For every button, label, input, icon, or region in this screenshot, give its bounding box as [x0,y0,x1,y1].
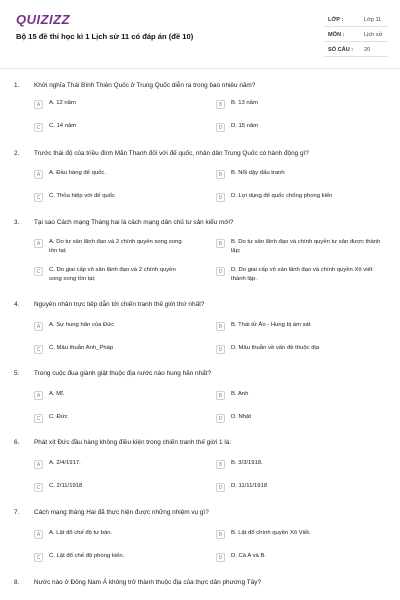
option-text: D. 15 năm [231,123,259,129]
option-letter: C [34,414,43,423]
option-b[interactable] [216,390,386,400]
option-letter: A [34,100,43,109]
option-letter: C [34,345,43,354]
option-letter: A [34,530,43,539]
meta-row-class [324,12,388,27]
option-letter: D [216,345,225,354]
question-text: Nguyên nhân trực tiếp dẫn tới chiến tranh thế giới thứ nhất? [34,301,205,308]
logo: QUIZIZZ [16,12,71,27]
option-d[interactable] [216,192,386,202]
option-text: A. Do tư sản lãnh đạo và 2 chính quyền song song tồn tại; [49,239,182,254]
option-text: A. Sự hung hãn của Đức [49,322,115,328]
option-text: C. Đức [49,414,68,420]
option-letter: C [34,193,43,202]
option-d[interactable] [216,413,386,423]
question-text: Khởi nghĩa Thái Bình Thiên Quốc ở Trung Quốc diễn ra trong bao nhiêu năm? [34,82,256,89]
option-text: A. Đầu hàng đế quốc. [49,170,106,176]
option-text: C. 2/11/1918 [49,483,83,489]
option-b[interactable] [216,321,386,331]
question-text: Nước nào ở Đông Nam Á không trở thành thuộc địa của thực dân phương Tây? [34,579,262,586]
option-text: A. 12 năm [49,100,76,106]
option-letter: A [34,170,43,179]
option-text: D. 11/11/1918 [231,483,268,489]
option-letter: B [216,170,225,179]
option-a[interactable] [34,99,184,109]
meta-label: LỚP : [328,17,344,23]
option-a[interactable] [34,390,184,400]
option-a[interactable] [34,459,184,469]
option-letter: C [34,267,43,276]
option-text: B. Nổi dậy đấu tranh [231,170,285,176]
option-a[interactable] [34,238,184,255]
option-c[interactable] [34,552,184,562]
option-letter: C [34,123,43,132]
option-text: C. 14 năm [49,123,77,129]
option-b[interactable] [216,169,386,179]
option-a[interactable] [34,529,184,539]
question-text: Tại sao Cách mạng Tháng hai là cách mạng dân chủ tư sản kiểu mới? [34,219,234,226]
question-number: 8. [14,579,20,586]
option-d[interactable] [216,482,386,492]
header [0,0,400,66]
option-b[interactable] [216,529,386,539]
option-text: C. Thỏa hiệp với đế quốc [49,193,115,199]
option-letter: D [216,123,225,132]
option-letter: A [34,322,43,331]
option-text: D. Cả A và B. [231,553,267,559]
option-text: B. Lật đổ chính quyền Xô Viết. [231,530,311,536]
option-c[interactable] [34,266,184,283]
header-divider [0,68,400,69]
question-number: 3. [14,219,20,226]
option-d[interactable] [216,266,386,283]
option-letter: C [34,483,43,492]
meta-value: Lịch sử [364,32,383,38]
option-letter: B [216,322,225,331]
option-letter: A [34,391,43,400]
option-text: A. Lật đổ chế độ tư bản. [49,530,113,536]
option-c[interactable] [34,122,184,132]
option-text: B. 3/3/1918. [231,460,263,466]
meta-label: SỐ CÂU : [328,47,354,53]
option-text: C. Do giai cấp vô sản lãnh đạo và 2 chính quyền song song tồn tại; [49,267,176,282]
meta-value: Lớp 11 [364,17,382,23]
question-text: Trước thái độ của triều đình Mãn Thanh đối với đế quốc, nhân dân Trung Quốc có hành động gì? [34,150,309,157]
option-d[interactable] [216,122,386,132]
option-text: C. Lật đổ chế độ phong kiến. [49,553,125,559]
option-letter: D [216,414,225,423]
option-text: B. Thái tử Áo - Hung bị ám sát [231,322,311,328]
option-c[interactable] [34,344,184,354]
option-letter: C [34,553,43,562]
page-title: Bộ 15 đề thi học kì 1 Lịch sử 11 có đáp án (đề 10) [16,32,194,41]
option-text: D. Mâu thuẫn về vấn đề thuộc địa [231,345,320,351]
option-text: A. Mĩ. [49,391,65,397]
option-text: D. Nhật [231,414,251,420]
option-c[interactable] [34,192,184,202]
option-text: A. 2/4/1917. [49,460,81,466]
question-text: Cách mạng tháng Hai đã thực hiện được những nhiệm vụ gì? [34,509,209,516]
question-number: 4. [14,301,20,308]
option-letter: B [216,391,225,400]
question-number: 2. [14,150,20,157]
option-b[interactable] [216,99,386,109]
question-number: 5. [14,370,20,377]
option-letter: B [216,239,225,248]
meta-row-count [324,42,388,57]
meta-value: 20 [364,47,371,53]
option-b[interactable] [216,459,386,469]
option-text: D. Lợi dụng đế quốc chống phong kiến [231,193,333,199]
option-text: B. 13 năm [231,100,258,106]
option-a[interactable] [34,321,184,331]
question-number: 1. [14,82,20,89]
option-letter: A [34,460,43,469]
option-text: D. Do giai cấp vô sản lãnh đạo và chính quyền Xô viết thành lập. [231,267,373,282]
option-letter: D [216,553,225,562]
option-c[interactable] [34,413,184,423]
question-number: 7. [14,509,20,516]
option-d[interactable] [216,344,386,354]
option-letter: B [216,530,225,539]
question-text: Trong cuộc đua giành giật thuộc địa nước nào hung hăn nhất? [34,370,212,377]
option-letter: D [216,483,225,492]
option-text: B. Anh [231,391,249,397]
option-text: C. Mâu thuẫn Anh_Pháp [49,345,114,351]
option-c[interactable] [34,482,184,492]
question-number: 6. [14,439,20,446]
meta-table [324,12,388,57]
meta-row-subject [324,27,388,42]
option-letter: B [216,100,225,109]
option-d[interactable] [216,552,386,562]
option-letter: D [216,193,225,202]
option-letter: B [216,460,225,469]
option-a[interactable] [34,169,184,179]
option-text: B. Do tư sản lãnh đạo và chính quyền tư sản được thành lập; [231,239,381,254]
option-b[interactable] [216,238,386,255]
option-letter: A [34,239,43,248]
option-letter: D [216,267,225,276]
meta-label: MÔN : [328,32,345,38]
question-text: Phát xít Đức đầu hàng không điều kiện trong chiến tranh thế giới 1 là: [34,439,232,446]
